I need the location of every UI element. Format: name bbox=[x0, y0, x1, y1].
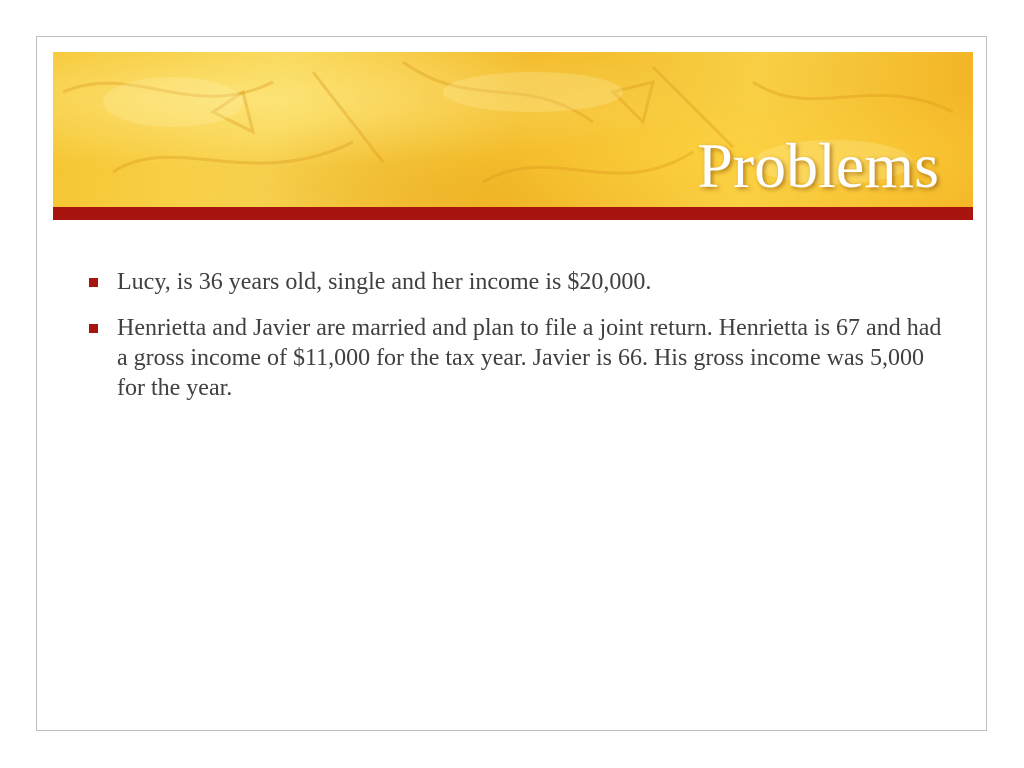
title-underline-bar bbox=[53, 207, 973, 220]
page-title: Problems bbox=[697, 130, 939, 201]
bullet-item bbox=[89, 267, 949, 297]
square-bullet-icon bbox=[89, 324, 98, 333]
square-bullet-icon bbox=[89, 278, 98, 287]
slide bbox=[36, 36, 987, 731]
bullet-list bbox=[89, 267, 949, 419]
bullet-item bbox=[89, 313, 949, 403]
bullet-text: Henrietta and Javier are married and plan to file a joint return. Henrietta is 67 and had a gross income of $11,000 for the tax year. Javier is 66. His gross income was 5,000 for the year. bbox=[117, 315, 942, 401]
title-banner bbox=[53, 52, 973, 207]
bullet-text: Lucy, is 36 years old, single and her income is $20,000. bbox=[117, 269, 652, 295]
